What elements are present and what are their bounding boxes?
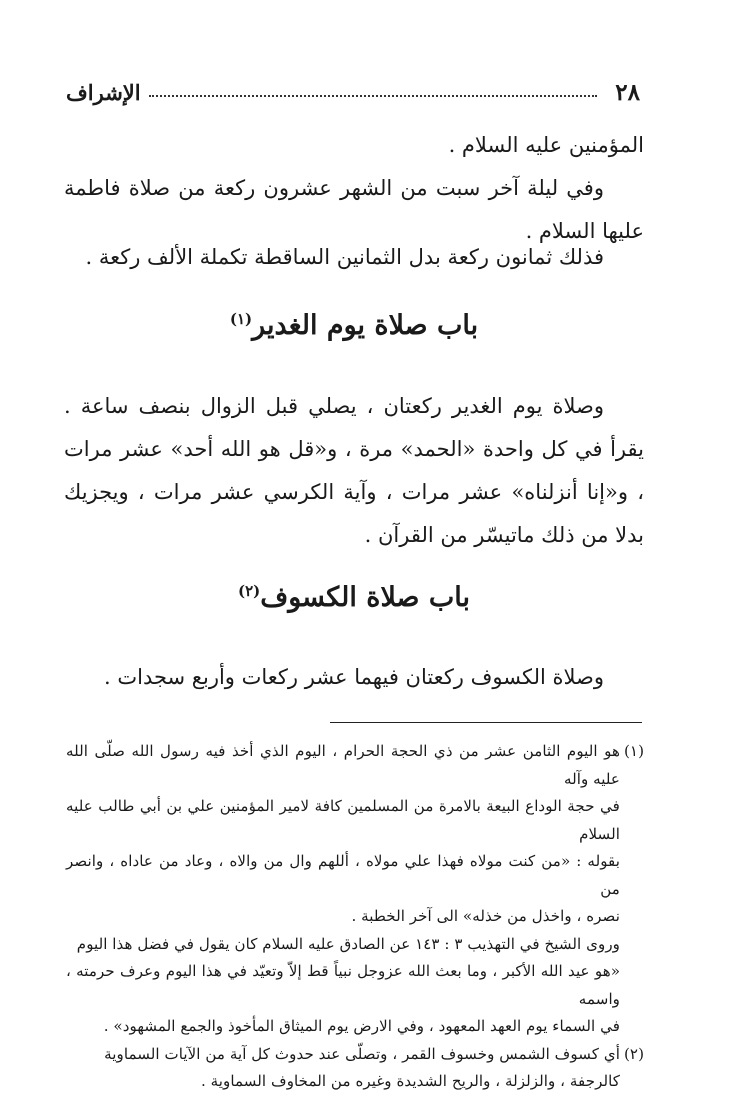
page-header: [66, 72, 640, 112]
paragraph-kusuf-prayer: وصلاة الكسوف ركعتان فيهما عشر ركعات وأربع سجدات .: [104, 665, 604, 689]
paragraph-ghadir-prayer: وصلاة يوم الغدير ركعتان ، يصلي قبل الزوال بنصف ساعة . يقرأ في كل واحدة «الحمد» مرة ، و«قل هو الله أحد» عشر مرات ، و«إنا أنزلناه» عشر مرات ، وآية الكرسي عشر مرات ، ويجزيك بدلا من ذلك ماتيسّر من القرآن .: [64, 394, 644, 547]
footnote-line: في السماء يوم العهد المعهود ، وفي الارض يوم الميثاق المأخوذ والجمع المشهود» .: [103, 1017, 620, 1035]
footnote-line: وروى الشيخ في التهذيب ٣ : ١٤٣ عن الصادق عليه السلام كان يقول في فضل هذا اليوم: [76, 934, 620, 953]
footnote-1: [66, 738, 644, 931]
footnote-line: كالرجفة ، والزلزلة ، والريح الشديدة وغيره من المخاوف السماوية .: [200, 1072, 620, 1090]
section-heading-kusuf: [64, 582, 644, 613]
footnote-line: أي كسوف الشمس وخسوف القمر ، وتصلّى عند حدوث كل آية من الآيات السماوية: [104, 1044, 620, 1063]
heading-text: باب صلاة يوم الغدير: [252, 310, 479, 341]
footnote-line: في حجة الوداع البيعة بالامرة من المسلمين كافة لامير المؤمنين علي بن أبي طالب عليه السلام: [66, 797, 620, 843]
paragraph-thousand-rakaat: فذلك ثمانون ركعة بدل الثمانين الساقطة تكملة الألف ركعة .: [85, 245, 604, 269]
footnote-mark: (٢): [623, 1044, 644, 1063]
dotted-leader: [149, 95, 598, 97]
footnote-ref: (١): [229, 310, 253, 328]
running-title: الإشراف: [66, 79, 141, 105]
footnote-1-continuation: [66, 931, 644, 1041]
heading-text: باب صلاة الكسوف: [260, 582, 471, 613]
footnote-2: [66, 1041, 644, 1096]
footnote-divider: [330, 722, 642, 723]
footnote-line: نصره ، واخذل من خذله» الى آخر الخطبة .: [351, 907, 620, 925]
footnotes: [66, 738, 644, 1096]
footnote-line: هو اليوم الثامن عشر من ذي الحجة الحرام ، اليوم الذي أخذ فيه رسول الله صلّى الله عليه وآله: [66, 742, 620, 788]
section-heading-ghadir: [64, 310, 644, 341]
footnote-mark: (١): [623, 742, 644, 760]
footnote-ref: (٢): [237, 582, 261, 600]
continuation-paragraph: المؤمنين عليه السلام .: [448, 133, 644, 157]
paragraph-fatima-prayer: وفي ليلة آخر سبت من الشهر عشرون ركعة من صلاة فاطمة عليها السلام .: [64, 176, 644, 243]
page-number: ٢٨: [615, 78, 640, 106]
footnote-line: بقوله : «من كنت مولاه فهذا علي مولاه ، أللهم وال من والاه ، وعاد من عاداه ، وانصر من: [66, 852, 620, 898]
footnote-line: «هو عيد الله الأكبر ، وما بعث الله عزوجل نبياً قط إلاّ وتعيّد في هذا اليوم وعرف حرمته ، واسمه: [66, 962, 620, 1008]
